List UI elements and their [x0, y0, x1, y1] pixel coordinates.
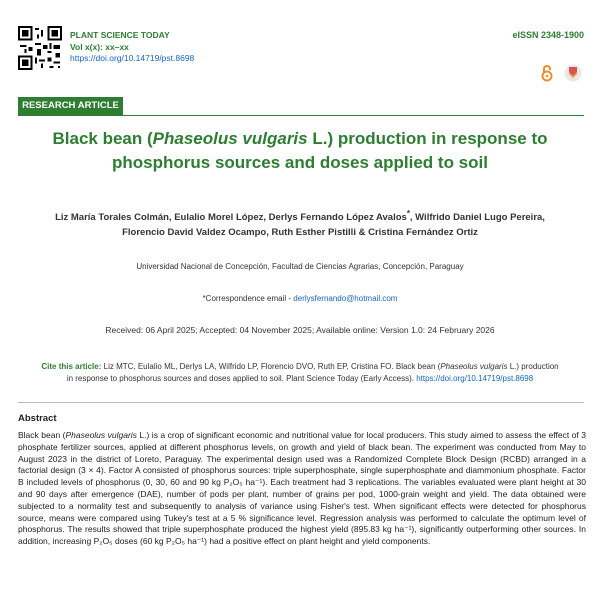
paper-title: Black bean (Phaseolus vulgaris L.) production in response to phosphorus sources and doses applied to soil [52, 129, 548, 172]
journal-name: PLANT SCIENCE TODAY [70, 30, 170, 40]
species-name: Phaseolus vulgaris [152, 129, 308, 148]
journal-volume: Vol x(x): xx–xx [70, 41, 129, 52]
corresponding-mark: * [406, 209, 410, 218]
author-list: Liz María Torales Colmán, Eulalio Morel López, Derlys Fernando López Avalos*, Wilfrido Daniel Lugo Pereira, Florencio David Valdez Ocampo, Ruth Esther Pistilli & Cristina Fernández Ortiz [55, 209, 545, 239]
qr-code-icon [18, 26, 62, 70]
header-divider [18, 115, 584, 116]
article-type-badge: RESEARCH ARTICLE [18, 97, 123, 115]
abstract-heading: Abstract [18, 413, 57, 424]
correspondence: *Correspondence email - derlysfernando@hotmail.com [202, 294, 398, 303]
open-access-icon[interactable] [540, 64, 554, 82]
cite-label: Cite this article: [41, 362, 102, 371]
citation: Cite this article: Liz MTC, Eulalio ML, Derlys LA, Wilfrido LP, Florencio DVO, Ruth EP, Cristina FO. Black bean (Phaseolus vulgaris L.) production in response to phosphorus sources and doses applied to soil. Plant Science Today (Early Access). https://doi.org/10.14719/pst.8698 [41, 362, 559, 383]
abstract-divider [18, 402, 584, 403]
abstract-text: Black bean (Phaseolus vulgaris L.) is a crop of significant economic and nutritional value for local producers. This study aimed to assess the effect of 3 phosphate fertilizer sources, applied at different phosphorus levels, on growth and yield of black bean. The experiment was conducted from May to August 2023 in the district of Loreto, Paraguay. The experimental design used was a Randomized Complete Block Design (RCBD) arranged in a factorial design (3 × 4). Factor A consisted of phosphorus sources: triple superphosphate, single superphosphate and diammonium phosphate. Factor B included levels of phosphorus (0, 30, 60 and 90 kg P₂O₅ ha⁻¹). Each treatment had 3 replications. The variables evaluated were plant height at 30 and 90 days after emergence (DAE), number of pods per plant, number of grains per pod, 1000-grain weight and yield. The data obtained were subjected to a normality test and subsequently to analysis of variance using Fisher's test. When significant effects were detected for phosphorus source, means were compared using Tukey's test at a 5 % significance level. Regression analysis was performed to calculate the optimum level of phosphorus. The results showed that triple superphosphate produced the highest yield (895.83 kg ha⁻¹), significantly outperforming other sources. In addition, increasing P₂O₅ doses (60 kg P₂O₅ ha⁻¹) had a positive effect on plant height and yield components. [18, 430, 586, 547]
doi-link[interactable]: https://doi.org/10.14719/pst.8698 [70, 53, 195, 63]
affiliation: Universidad Nacional de Concepción, Facultad de Ciencias Agrarias, Concepción, Paraguay [136, 262, 464, 271]
received-dates: Received: 06 April 2025; Accepted: 04 November 2025; Available online: Version 1.0: 24 February 2026 [105, 325, 495, 335]
correspondence-email-link[interactable]: derlysfernando@hotmail.com [293, 294, 398, 303]
crossmark-icon[interactable] [564, 64, 582, 82]
cite-doi-link[interactable]: https://doi.org/10.14719/pst.8698 [416, 373, 534, 383]
issn-label: eISSN 2348-1900 [512, 30, 584, 40]
journal-info [70, 30, 194, 65]
